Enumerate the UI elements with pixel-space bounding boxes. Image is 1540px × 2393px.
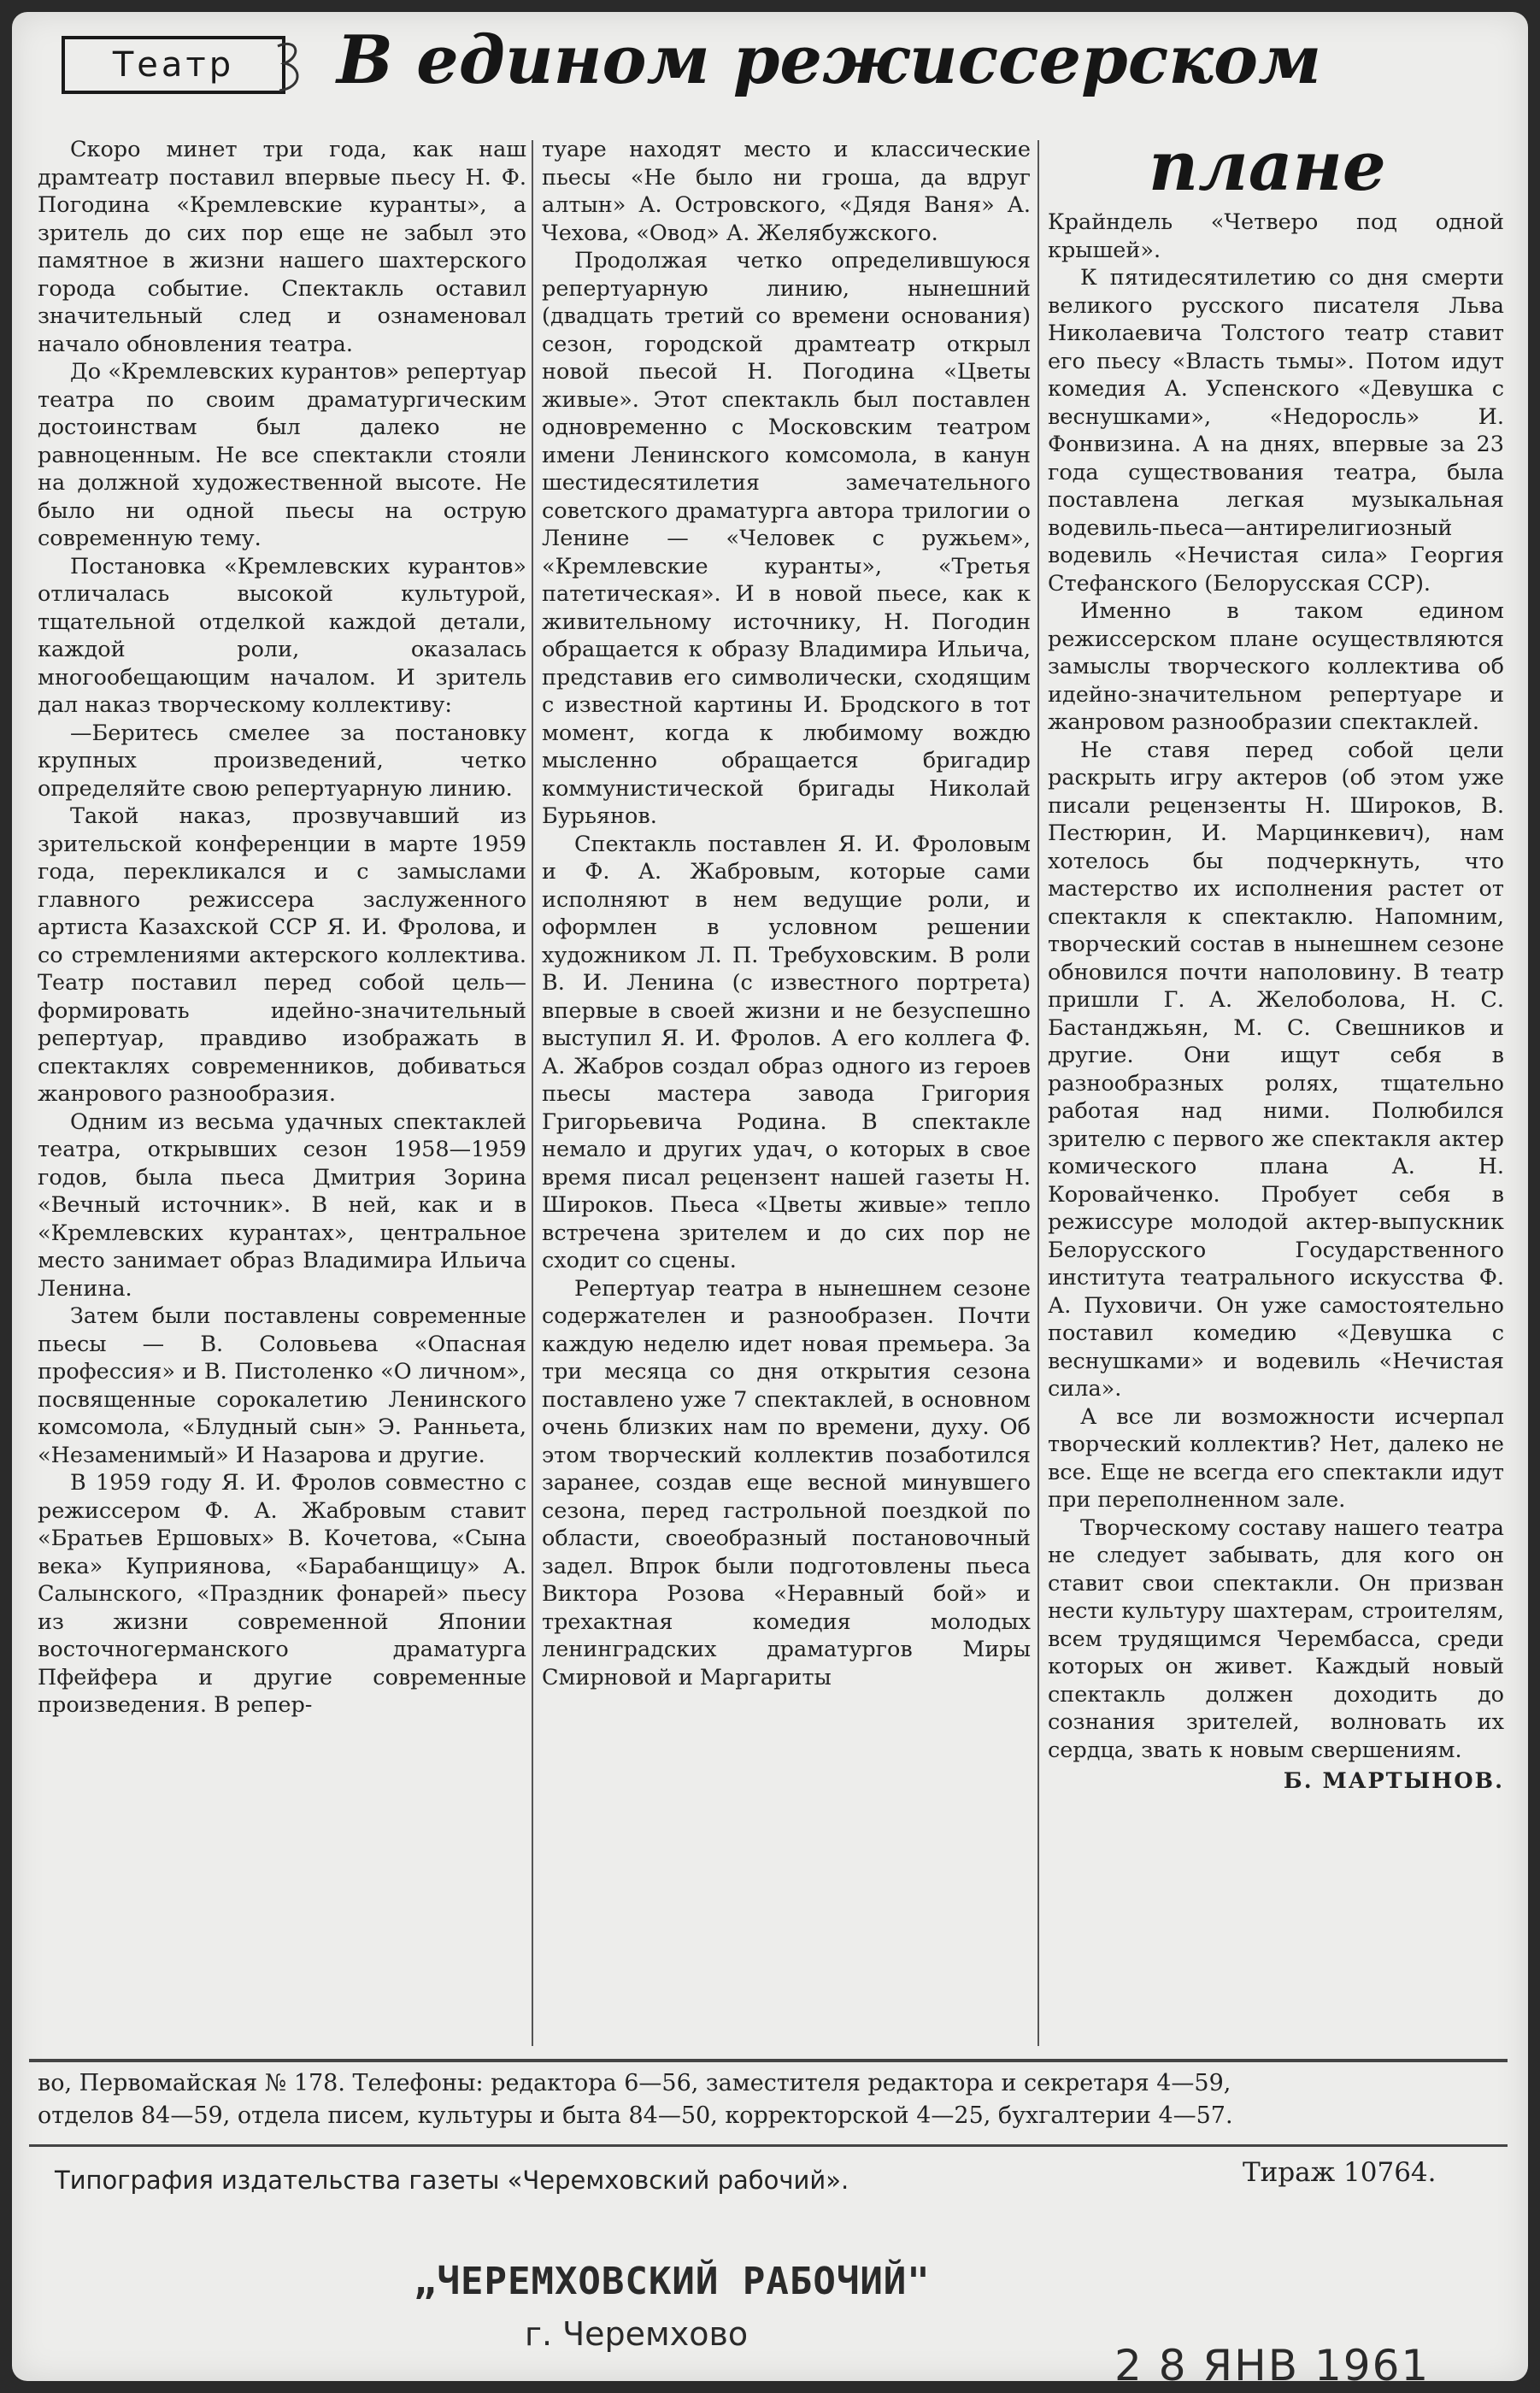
paragraph: До «Кремлевских курантов» репертуар театра по своим драматургическим достоинствам был далеко не равноценным. Не все спектакли стояли на должной художественной высоте. Не было ни одной пьесы на острую современную тему. bbox=[38, 359, 526, 551]
paragraph: Постановка «Кремлевских курантов» отличалась высокой культурой, тщательной отделкой каждой детали, каждой роли, оказалась многообещающим началом. И зритель дал наказ творческому коллективу: bbox=[38, 553, 526, 718]
author-signature: Б. МАРТЫНОВ. bbox=[1283, 1768, 1504, 1794]
article-title: В едином режиссерском bbox=[337, 21, 1322, 99]
paragraph: В 1959 году Я. И. Фролов совместно с режиссером Ф. А. Жабровым ставит «Братьев Ершовых» В. Кочетова, «Сына века» Куприянова, «Барабанщицу» А. Салынского, «Праздник фонарей» пьесу из жизни современной Японии восточногерманского драматурга Пфейфера и другие современные произведения. В репер- bbox=[38, 1470, 526, 1718]
editorial-phones-line: отделов 84—59, отдела писем, культуры и быта 84—50, корректорской 4—25, бухгалтерии 4—57. bbox=[38, 2102, 1233, 2129]
paragraph: —Беритесь смелее за постановку крупных произведений, четко определяйте свою репертуарную линию. bbox=[38, 720, 526, 802]
circulation: Тираж 10764. bbox=[1243, 2157, 1437, 2188]
paragraph: Репертуар театра в нынешнем сезоне содержателен и разнообразен. Почти каждую неделю идет новая премьера. За три месяца со дня открытия сезона поставлено уже 7 спектаклей, в основном очень близких нам по времени, духу. Об этом творческий коллектив позаботился заранее, создав еще весной минувшего сезона, перед гастрольной поездкой по области, своеобразный постановочный задел. Впрок были подготовлены пьеса Виктора Розова «Неравный бой» и трехактная комедия молодых ленинградских драматургов Миры Смирновой и Маргариты bbox=[542, 1275, 1031, 1690]
source-stamp-name: „ЧЕРЕМХОВСКИЙ РАБОЧИЙ" bbox=[414, 2260, 931, 2303]
newspaper-clipping bbox=[12, 12, 1528, 2390]
column-divider bbox=[532, 140, 533, 2046]
paragraph: Спектакль поставлен Я. И. Фроловым и Ф. А. Жабровым, которые сами исполняют в нем ведущие роли, и оформлен в условном решении художником Л. П. Требуховским. В роли В. И. Ленина (с известного портрета) впервые в своей жизни и не безуспешно выступил Я. И. Фролов. А его коллега Ф. А. Жабров создал образ одного из героев пьесы мастера завода Григория Григорьевича Родина. В спектакле немало и других удач, о которых в свое время писал рецензент нашей газеты Н. Широков. Пьеса «Цветы живые» тепло встречена зрителем и до сих пор не сходит со сцены. bbox=[542, 831, 1031, 1273]
paragraph: Затем были поставлены современные пьесы — В. Соловьева «Опасная профессия» и В. Пистоленко «О личном», посвященные сорокалетию Ленинского комсомола, «Блудный сын» Э. Ранньета, «Незаменимый» И Назарова и другие. bbox=[38, 1303, 526, 1468]
paragraph: Именно в таком едином режиссерском плане осуществляются замыслы творческого коллектива об идейно-значительном репертуаре и жанровом разнообразии спектаклей. bbox=[1048, 598, 1504, 735]
paragraph: Продолжая четко определившуюся репертуарную линию, нынешний (двадцать третий со времени основания) сезон, городской драмтеатр открыл новой пьесой Н. Погодина «Цветы живые». Этот спектакль был поставлен одновременно с Московским театром имени Ленинского комсомола, в канун шестидесятилетия замечательного советского драматурга автора трилогии о Ленине — «Человек с ружьем», «Кремлевские куранты», «Третья патетическая». И в новой пьесе, как к живительному источнику, Н. Погодин обращается к образу Владимира Ильича, представив его символически, сходящим с известной картины И. Бродского в тот момент, когда к любимому вождю мысленно обращается бригадир коммунистической бригады Николай Бурьянов. bbox=[542, 248, 1031, 829]
article-column-3 bbox=[1048, 209, 1504, 1796]
footer-divider bbox=[29, 2144, 1508, 2147]
article-title-line2: плане bbox=[1149, 126, 1386, 206]
paragraph: Творческому составу нашего театра не следует забывать, для кого он ставит свои спектакли. Он призван нести культуру шахтерам, строителям, всем трудящимся Черембасса, среди которых он живет. Каждый новый спектакль должен доходить до сознания зрителей, волновать их сердца, звать к новым свершениям. bbox=[1048, 1514, 1504, 1763]
date-stamp: 2 8 ЯНВ 1961 bbox=[1114, 2341, 1431, 2390]
paragraph: Крайндель «Четверо под одной крышей». bbox=[1048, 209, 1504, 263]
paragraph: К пятидесятилетию со дня смерти великого русского писателя Льва Николаевича Толстого театр ставит его пьесу «Власть тьмы». Потом идут комедия А. Успенского «Девушка с веснушками», «Недоросль» И. Фонвизина. А на днях, впервые за 23 года существования театра, была поставлена легкая музыкальная водевиль-пьеса—антирелигиозный водевиль «Нечистая сила» Георгия Стефанского (Белорусская ССР). bbox=[1048, 265, 1504, 597]
paragraph: Скоро минет три года, как наш драмтеатр поставил впервые пьесу Н. Ф. Погодина «Кремлевские куранты», а зритель до сих пор еще не забыл это памятное в жизни нашего шахтерского города событие. Спектакль оставил значительный след и ознаменовал начало обновления театра. bbox=[38, 137, 526, 357]
paragraph: А все ли возможности исчерпал творческий коллектив? Нет, далеко не все. Еще не всегда его спектакли идут при переполненном зале. bbox=[1048, 1403, 1504, 1513]
paragraph: туаре находят место и классические пьесы «Не было ни гроша, да вдруг алтын» А. Островского, «Дядя Ваня» А. Чехова, «Овод» А. Желябужского. bbox=[542, 137, 1031, 246]
article-column-2 bbox=[542, 136, 1031, 1691]
paragraph: Такой наказ, прозвучавший из зрительской конференции в марте 1959 года, перекликался и с замыслами главного режиссера заслуженного артиста Казахской ССР Я. И. Фролова, и со стремлениями актерского коллектива. Театр поставил перед собой цель—формировать идейно-значительный репертуар, правдиво изображать в спектаклях современников, добиваться жанрового разнообразия. bbox=[38, 803, 526, 1107]
paragraph: Одним из весьма удачных спектаклей театра, открывших сезон 1958—1959 годов, была пьеса Дмитрия Зорина «Вечный источник». В ней, как и в «Кремлевских курантах», центральное место занимает образ Владимира Ильича Ленина. bbox=[38, 1108, 526, 1302]
source-stamp-city: г. Черемхово bbox=[525, 2315, 749, 2353]
rubric-box: Театр bbox=[62, 36, 285, 94]
paragraph: Не ставя перед собой цели раскрыть игру актеров (об этом уже писали рецензенты Н. Широков, В. Пестюрин, И. Марцинкевич), нам хотелось бы подчеркнуть, что мастерство их исполнения растет от спектакля к спектаклю. Напомним, творческий состав в нынешнем сезоне обновился почти наполовину. В театр пришли Г. А. Желоболова, Н. С. Бастанджьян, М. С. Свешников и другие. Они ищут себя в разнообразных ролях, тщательно работая над ними. Полюбился зрителю с первого же спектакля актер комического плана А. Н. Коровайченко. Пробует себя в режиссуре молодой актер-выпускник Белорусского Государственного института театрального искусства Ф. А. Пуховичи. Он уже самостоятельно поставил комедию «Девушка с веснушками» и водевиль «Нечистая сила». bbox=[1048, 737, 1504, 1402]
column-divider bbox=[1037, 140, 1039, 2046]
article-column-1 bbox=[38, 136, 526, 1720]
footer-divider bbox=[29, 2059, 1508, 2062]
editorial-address-line: во, Первомайская № 178. Телефоны: редактора 6—56, заместителя редактора и секретаря 4—59, bbox=[38, 2070, 1231, 2096]
pencil-mark-icon bbox=[273, 38, 307, 97]
printing-house: Типография издательства газеты «Черемховский рабочий». bbox=[55, 2166, 849, 2195]
